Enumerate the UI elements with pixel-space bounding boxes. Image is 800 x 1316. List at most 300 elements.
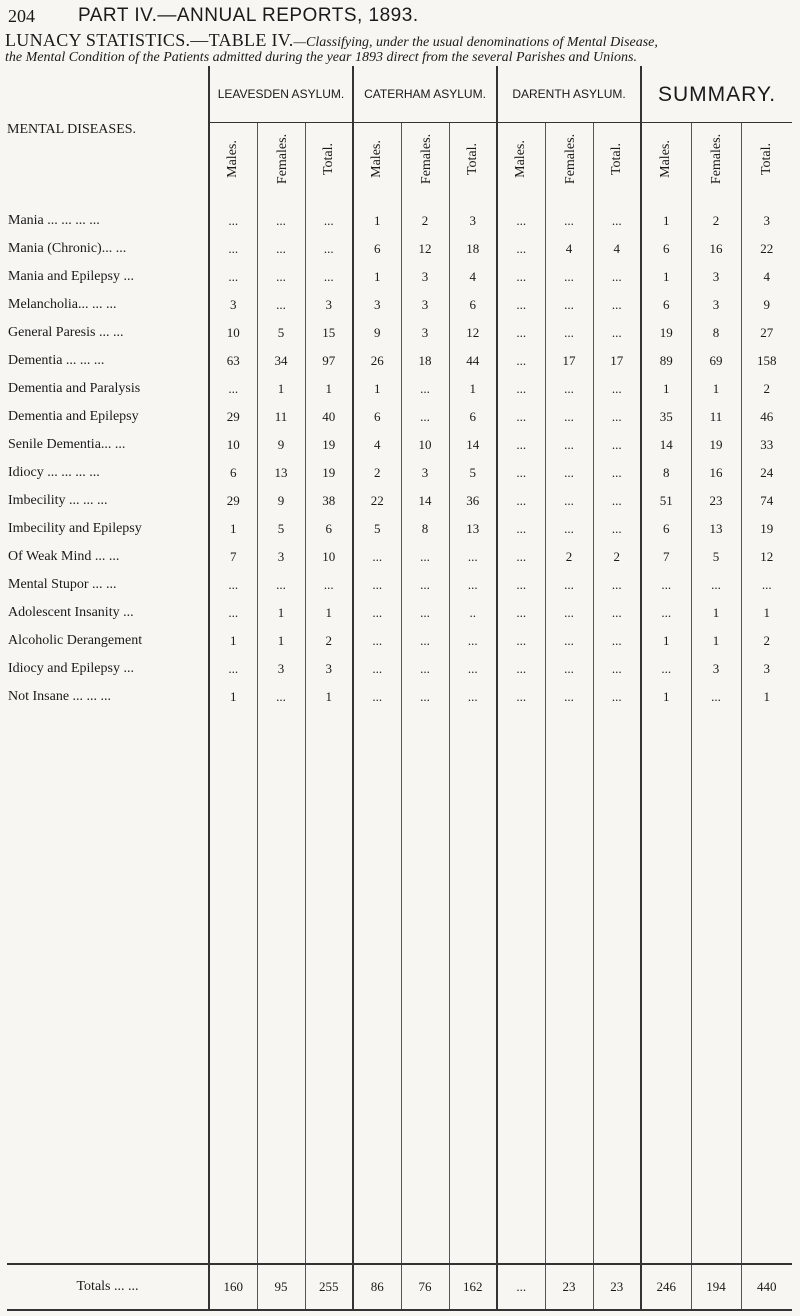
table-cell: 1 <box>691 599 741 627</box>
table-cell: 4 <box>741 263 792 291</box>
table-row <box>7 487 792 515</box>
column-subheader <box>593 123 641 194</box>
row-header-label: MENTAL DISEASES. <box>7 121 137 137</box>
group-header: LEAVESDEN ASYLUM. <box>209 66 353 123</box>
table-cell: 3 <box>691 655 741 683</box>
totals-label: Totals ... ... <box>7 1264 209 1310</box>
table-cell: 1 <box>353 375 401 403</box>
table-cell: 19 <box>641 319 691 347</box>
table-cell: 27 <box>741 319 792 347</box>
table-cell: ... <box>401 403 449 431</box>
table-cell: 5 <box>257 515 305 543</box>
table-cell: ... <box>545 319 593 347</box>
table-cell: ... <box>497 627 545 655</box>
table-cell: ... <box>257 291 305 319</box>
table-cell: 29 <box>209 403 257 431</box>
table-cell: 22 <box>353 487 401 515</box>
table-cell: 8 <box>691 319 741 347</box>
table-cell: 19 <box>691 431 741 459</box>
table-cell: 1 <box>741 683 792 711</box>
table-cell: 5 <box>257 319 305 347</box>
table-cell: ... <box>449 655 497 683</box>
table-cell: ... <box>401 375 449 403</box>
table-cell: ... <box>545 683 593 711</box>
column-subheader <box>353 123 401 194</box>
table-cell: 2 <box>741 375 792 403</box>
table-cell: 3 <box>401 263 449 291</box>
total-cell: ... <box>497 1264 545 1310</box>
table-cell: 74 <box>741 487 792 515</box>
table-cell: 1 <box>209 627 257 655</box>
total-cell: 255 <box>305 1264 353 1310</box>
table-cell: ... <box>497 487 545 515</box>
table-cell: ... <box>593 319 641 347</box>
table-cell: ... <box>209 263 257 291</box>
table-cell: ... <box>209 207 257 235</box>
disease-label: Imbecility and Epilepsy <box>8 521 142 536</box>
table-cell: 3 <box>691 263 741 291</box>
table-cell: 1 <box>305 375 353 403</box>
table-cell: 17 <box>545 347 593 375</box>
table-cell: 40 <box>305 403 353 431</box>
table-cell: ... <box>497 431 545 459</box>
table-cell: ... <box>401 683 449 711</box>
table-cell: ... <box>593 599 641 627</box>
table-row <box>7 599 792 627</box>
table-cell: 5 <box>449 459 497 487</box>
table-row <box>7 431 792 459</box>
table-cell: 29 <box>209 487 257 515</box>
disease-label: Mania ... ... ... ... <box>8 213 100 228</box>
table-cell: 6 <box>641 235 691 263</box>
column-subheader <box>305 123 353 194</box>
table-cell: ... <box>593 291 641 319</box>
table-row <box>7 459 792 487</box>
table-cell: 158 <box>741 347 792 375</box>
table-cell: 9 <box>741 291 792 319</box>
table-cell: 10 <box>209 431 257 459</box>
table-cell: ... <box>593 571 641 599</box>
table-cell: ... <box>497 207 545 235</box>
table-cell: ... <box>257 235 305 263</box>
table-cell: 9 <box>353 319 401 347</box>
table-cell: ... <box>209 375 257 403</box>
table-cell: 1 <box>641 627 691 655</box>
table-cell: 1 <box>691 375 741 403</box>
column-subheader <box>741 123 792 194</box>
column-subheader <box>641 123 691 194</box>
table-cell: 10 <box>209 319 257 347</box>
table-cell: 10 <box>401 431 449 459</box>
table-cell: 6 <box>353 403 401 431</box>
table-cell: 3 <box>401 319 449 347</box>
table-cell: 10 <box>305 543 353 571</box>
table-cell: 1 <box>209 683 257 711</box>
table-cell: 46 <box>741 403 792 431</box>
table-cell: 15 <box>305 319 353 347</box>
table-cell: 6 <box>209 459 257 487</box>
table-cell: ... <box>497 347 545 375</box>
table-cell: 1 <box>353 263 401 291</box>
table-cell: ... <box>691 571 741 599</box>
table-cell: ... <box>353 599 401 627</box>
table-cell: 6 <box>305 515 353 543</box>
table-cell: ... <box>257 263 305 291</box>
disease-label: Mental Stupor ... ... <box>8 577 117 592</box>
table-cell: 24 <box>741 459 792 487</box>
table-row <box>7 543 792 571</box>
table-cell: ... <box>593 487 641 515</box>
table-cell: ... <box>449 571 497 599</box>
table-cell: 6 <box>449 403 497 431</box>
disease-label: Not Insane ... ... ... <box>8 689 112 704</box>
table-cell: 2 <box>545 543 593 571</box>
table-row <box>7 683 792 711</box>
table-row <box>7 263 792 291</box>
column-subheader-label: Total. <box>320 142 336 176</box>
table-cell: ... <box>593 655 641 683</box>
table-cell: ... <box>449 683 497 711</box>
column-subheader-label: Males. <box>513 140 529 178</box>
table-cell: ... <box>497 235 545 263</box>
total-cell: 23 <box>593 1264 641 1310</box>
table-cell: 19 <box>305 459 353 487</box>
table-cell: 3 <box>741 207 792 235</box>
table-cell: ... <box>497 543 545 571</box>
table-cell: ... <box>497 515 545 543</box>
disease-label: Idiocy ... ... ... ... <box>8 465 100 480</box>
table-title-main: LUNACY STATISTICS.—TABLE IV. <box>5 30 294 50</box>
table-cell: ... <box>401 655 449 683</box>
table-cell: 4 <box>593 235 641 263</box>
table-cell: ... <box>545 627 593 655</box>
column-subheader-label: Females. <box>708 133 724 185</box>
table-row <box>7 571 792 599</box>
table-cell: 1 <box>641 207 691 235</box>
column-subheader-label: Females. <box>562 133 578 185</box>
table-cell: ... <box>401 543 449 571</box>
table-cell: ... <box>353 571 401 599</box>
column-subheader-label: Females. <box>274 133 290 185</box>
table-cell: ... <box>545 515 593 543</box>
table-title <box>5 30 795 51</box>
table-cell: 14 <box>641 431 691 459</box>
table-cell: ... <box>545 655 593 683</box>
column-subheader <box>257 123 305 194</box>
table-cell: 2 <box>593 543 641 571</box>
table-cell: ... <box>257 683 305 711</box>
table-cell: 1 <box>691 627 741 655</box>
table-cell: .. <box>449 599 497 627</box>
table-cell: 33 <box>741 431 792 459</box>
table-cell: 13 <box>691 515 741 543</box>
table-cell: ... <box>691 683 741 711</box>
table-cell: ... <box>497 319 545 347</box>
table-cell: ... <box>497 291 545 319</box>
column-subheader <box>545 123 593 194</box>
table-cell: 1 <box>305 599 353 627</box>
table-cell: 3 <box>257 655 305 683</box>
table-cell: 22 <box>741 235 792 263</box>
table-cell: 3 <box>401 291 449 319</box>
table-cell: 8 <box>401 515 449 543</box>
table-cell: ... <box>545 403 593 431</box>
table-cell: 6 <box>449 291 497 319</box>
table-cell: ... <box>449 543 497 571</box>
table-row <box>7 375 792 403</box>
table-cell: ... <box>593 263 641 291</box>
column-subheader <box>497 123 545 194</box>
table-cell: ... <box>497 599 545 627</box>
table-cell: ... <box>497 263 545 291</box>
page-header <box>8 6 798 26</box>
table-cell: 3 <box>401 459 449 487</box>
table-cell: 19 <box>741 515 792 543</box>
disease-label: Dementia ... ... ... <box>8 353 105 368</box>
total-cell: 95 <box>257 1264 305 1310</box>
disease-label: General Paresis ... ... <box>8 325 124 340</box>
table-cell: 3 <box>449 207 497 235</box>
disease-label: Adolescent Insanity ... <box>8 605 134 620</box>
table-cell: 18 <box>449 235 497 263</box>
table-cell: ... <box>305 207 353 235</box>
total-cell: 86 <box>353 1264 401 1310</box>
disease-label: Mania (Chronic)... ... <box>8 241 127 256</box>
column-subheader-label: Total. <box>608 142 624 176</box>
table-cell: ... <box>497 403 545 431</box>
column-subheader-label: Males. <box>225 140 241 178</box>
table-cell: ... <box>305 235 353 263</box>
table-cell: ... <box>497 683 545 711</box>
table-cell: ... <box>593 403 641 431</box>
table-cell: ... <box>209 235 257 263</box>
column-subheader-label: Females. <box>418 133 434 185</box>
table-cell: ... <box>545 459 593 487</box>
page-number: 204 <box>8 6 35 26</box>
table-cell: ... <box>497 459 545 487</box>
table-cell: 2 <box>741 627 792 655</box>
table-cell: 69 <box>691 347 741 375</box>
spacer-row <box>7 193 792 207</box>
total-cell: 162 <box>449 1264 497 1310</box>
table-cell: 12 <box>449 319 497 347</box>
disease-label: Dementia and Paralysis <box>8 381 141 396</box>
table-cell: 1 <box>257 599 305 627</box>
table-cell: 4 <box>353 431 401 459</box>
column-subheader-label: Total. <box>758 142 774 176</box>
table-cell: 97 <box>305 347 353 375</box>
table-cell: 2 <box>353 459 401 487</box>
table-cell: 34 <box>257 347 305 375</box>
table-cell: 13 <box>449 515 497 543</box>
total-cell: 23 <box>545 1264 593 1310</box>
column-subheader-label: Total. <box>464 142 480 176</box>
table-cell: ... <box>545 291 593 319</box>
table-cell: 6 <box>353 235 401 263</box>
table-row <box>7 207 792 235</box>
table-cell: 35 <box>641 403 691 431</box>
table-cell: 1 <box>305 683 353 711</box>
table-cell: 3 <box>305 291 353 319</box>
table-cell: ... <box>257 571 305 599</box>
table-cell: ... <box>593 627 641 655</box>
table-cell: ... <box>209 655 257 683</box>
table-cell: 89 <box>641 347 691 375</box>
lunacy-statistics-table <box>7 66 792 1311</box>
table-cell: 14 <box>449 431 497 459</box>
table-cell: 2 <box>305 627 353 655</box>
table-title-italic: —Classifying, under the usual denominations of Mental Disease, <box>293 35 658 50</box>
table-cell: 6 <box>641 515 691 543</box>
column-subheader <box>449 123 497 194</box>
column-subheader-label: Males. <box>369 140 385 178</box>
group-header: SUMMARY. <box>641 66 792 123</box>
table-row <box>7 291 792 319</box>
table-row <box>7 347 792 375</box>
table-cell: ... <box>497 655 545 683</box>
table-cell: ... <box>401 599 449 627</box>
table-cell: ... <box>593 431 641 459</box>
table-cell: ... <box>497 375 545 403</box>
group-header: CATERHAM ASYLUM. <box>353 66 497 123</box>
table-cell: 7 <box>209 543 257 571</box>
table-row <box>7 319 792 347</box>
table-cell: 16 <box>691 459 741 487</box>
table-cell: 12 <box>401 235 449 263</box>
table-cell: ... <box>741 571 792 599</box>
table-cell: ... <box>593 515 641 543</box>
table-cell: ... <box>401 627 449 655</box>
disease-label: Imbecility ... ... ... <box>8 493 108 508</box>
disease-label: Of Weak Mind ... ... <box>8 549 120 564</box>
table-cell: ... <box>545 431 593 459</box>
table-cell: ... <box>545 487 593 515</box>
table-cell: 9 <box>257 431 305 459</box>
group-header: DARENTH ASYLUM. <box>497 66 641 123</box>
table-cell: 1 <box>641 683 691 711</box>
table-row <box>7 235 792 263</box>
table-cell: ... <box>497 571 545 599</box>
table-cell: 36 <box>449 487 497 515</box>
table-cell: 2 <box>401 207 449 235</box>
table-row <box>7 403 792 431</box>
total-cell: 194 <box>691 1264 741 1310</box>
table-cell: 12 <box>741 543 792 571</box>
table-cell: 9 <box>257 487 305 515</box>
table-cell: 1 <box>257 627 305 655</box>
table-cell: 1 <box>641 375 691 403</box>
table-cell: ... <box>545 571 593 599</box>
total-cell: 160 <box>209 1264 257 1310</box>
blank-fill-row <box>7 711 792 1264</box>
table-subtitle: the Mental Condition of the Patients admitted during the year 1893 direct from the several Parishes and Unions. <box>5 50 637 65</box>
table-cell: 3 <box>691 291 741 319</box>
table-cell: 5 <box>353 515 401 543</box>
disease-label: Idiocy and Epilepsy ... <box>8 661 134 676</box>
total-cell: 246 <box>641 1264 691 1310</box>
table-cell: 26 <box>353 347 401 375</box>
table-cell: 17 <box>593 347 641 375</box>
disease-label: Alcoholic Derangement <box>8 633 143 648</box>
table-cell: 18 <box>401 347 449 375</box>
column-subheader <box>209 123 257 194</box>
total-cell: 76 <box>401 1264 449 1310</box>
column-subheader <box>691 123 741 194</box>
table-cell: 7 <box>641 543 691 571</box>
table-cell: 8 <box>641 459 691 487</box>
disease-label: Mania and Epilepsy ... <box>8 269 134 284</box>
table-cell: ... <box>353 683 401 711</box>
table-cell: 14 <box>401 487 449 515</box>
table-cell: ... <box>545 599 593 627</box>
table-cell: 19 <box>305 431 353 459</box>
table-cell: 1 <box>741 599 792 627</box>
table-cell: ... <box>545 207 593 235</box>
column-subheader <box>401 123 449 194</box>
table-cell: ... <box>209 599 257 627</box>
table-cell: ... <box>257 207 305 235</box>
table-cell: 23 <box>691 487 741 515</box>
table-cell: ... <box>545 375 593 403</box>
table-cell: 1 <box>353 207 401 235</box>
table-cell: 1 <box>449 375 497 403</box>
table-row <box>7 627 792 655</box>
table-cell: 3 <box>353 291 401 319</box>
table-cell: 3 <box>209 291 257 319</box>
totals-row <box>7 1264 792 1310</box>
table-cell: ... <box>641 571 691 599</box>
disease-label: Senile Dementia... ... <box>8 437 126 452</box>
table-cell: 5 <box>691 543 741 571</box>
table-cell: 2 <box>691 207 741 235</box>
group-header-row <box>7 66 792 123</box>
table-cell: ... <box>641 655 691 683</box>
table-cell: ... <box>593 683 641 711</box>
table-cell: ... <box>353 543 401 571</box>
table-cell: ... <box>641 599 691 627</box>
table-cell: 3 <box>257 543 305 571</box>
disease-label: Dementia and Epilepsy <box>8 409 139 424</box>
table-cell: 1 <box>257 375 305 403</box>
table-row <box>7 515 792 543</box>
table-cell: 11 <box>691 403 741 431</box>
table-cell: ... <box>449 627 497 655</box>
disease-label: Melancholia... ... ... <box>8 297 117 312</box>
table-cell: 3 <box>741 655 792 683</box>
table-cell: ... <box>353 627 401 655</box>
table-row <box>7 655 792 683</box>
table-cell: ... <box>353 655 401 683</box>
running-title: PART IV.—ANNUAL REPORTS, 1893. <box>78 5 419 26</box>
table-cell: 51 <box>641 487 691 515</box>
table-cell: ... <box>545 263 593 291</box>
table-cell: ... <box>593 459 641 487</box>
column-subheader-label: Males. <box>658 140 674 178</box>
table-cell: 6 <box>641 291 691 319</box>
table-cell: 13 <box>257 459 305 487</box>
table-cell: ... <box>401 571 449 599</box>
table-cell: 4 <box>449 263 497 291</box>
table-cell: ... <box>305 571 353 599</box>
table-cell: 1 <box>209 515 257 543</box>
table-cell: 3 <box>305 655 353 683</box>
table-cell: ... <box>593 207 641 235</box>
table-cell: 38 <box>305 487 353 515</box>
table-cell: ... <box>593 375 641 403</box>
total-cell: 440 <box>741 1264 792 1310</box>
table-cell: ... <box>305 263 353 291</box>
table-cell: 16 <box>691 235 741 263</box>
